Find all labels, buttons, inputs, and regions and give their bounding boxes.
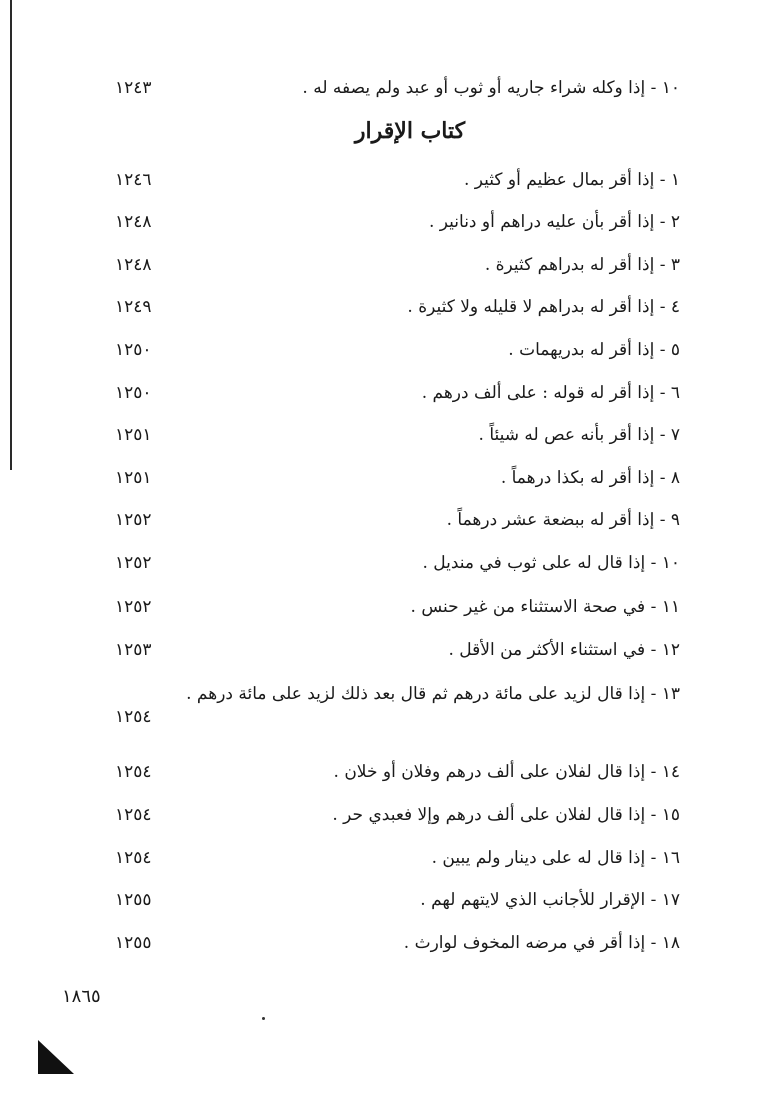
entry-title: ٦ - إذا أقر له قوله : على ألف درهم . xyxy=(421,383,680,403)
entry-page-number: ١٢٥٣ xyxy=(115,640,152,660)
entry-page-number: ١٢٥١ xyxy=(115,468,152,488)
entry-page-number: ١٢٥١ xyxy=(115,425,152,445)
entry-page-number: ١٢٥٢ xyxy=(115,597,152,617)
entry-title: ١٨ - إذا أقر في مرضه المخوف لوارث . xyxy=(403,933,680,953)
entry-page-number: ١٢٥٢ xyxy=(115,553,152,573)
entry-title: ١٧ - الإقرار للأجانب الذي لايتهم لهم . xyxy=(420,890,680,910)
entry-title: ١٥ - إذا قال لفلان على ألف درهم وإلا فعبدي حر . xyxy=(332,805,680,825)
entry-title: ١٠ - إذا وكله شراء جاريه أو ثوب أو عبد ولم يصفه له . xyxy=(302,78,680,98)
entry-title: ٣ - إذا أقر له بدراهم كثيرة . xyxy=(484,255,680,275)
entry-page-number: ١٢٤٨ xyxy=(115,212,152,232)
entry-page-number: ١٢٥٤ xyxy=(115,848,152,868)
entry-page-number: ١٢٥٠ xyxy=(115,340,152,360)
entry-title: ١٢ - في استثناء الأكثر من الأقل . xyxy=(448,640,680,660)
entry-page-number: ١٢٥٥ xyxy=(115,933,152,953)
entry-title: ٨ - إذا أقر له بكذا درهماً . xyxy=(500,468,680,488)
entry-page-number: ١٢٥٤ xyxy=(115,805,152,825)
entry-title: ٧ - إذا أقر بأنه عص له شيئاً . xyxy=(478,425,680,445)
entry-title: ١١ - في صحة الاستثناء من غير حنس . xyxy=(410,597,680,617)
entry-title: ١ - إذا أقر بمال عظيم أو كثير . xyxy=(463,170,680,190)
entry-title: ٩ - إذا أقر له ببضعة عشر درهماً . xyxy=(446,510,680,530)
margin-rule xyxy=(10,0,12,470)
entry-page-number: ١٢٥٥ xyxy=(115,890,152,910)
entry-page-number: ١٢٤٩ xyxy=(115,297,152,317)
section-title: كتاب الإقرار xyxy=(354,118,466,144)
entry-title: ٥ - إذا أقر له بدريهمات . xyxy=(508,340,680,360)
entry-title: ٢ - إذا أقر بأن عليه دراهم أو دنانير . xyxy=(428,212,680,232)
page-folio-number: ١٨٦٥ xyxy=(62,986,101,1007)
speck-mark xyxy=(262,1017,265,1020)
entry-title: ١٦ - إذا قال له على دينار ولم يبين . xyxy=(431,848,680,868)
entry-page-number: ١٢٤٦ xyxy=(115,170,152,190)
entry-page-number: ١٢٤٨ xyxy=(115,255,152,275)
corner-triangle-mark xyxy=(38,1040,74,1074)
entry-page-number: ١٢٥٤ xyxy=(115,762,152,782)
entry-title: ١٣ - إذا قال لزيد على مائة درهم ثم قال بعد ذلك لزيد على مائة درهم . xyxy=(186,684,680,704)
entry-page-number: ١٢٥٢ xyxy=(115,510,152,530)
entry-title: ١٠ - إذا قال له على ثوب في منديل . xyxy=(422,553,680,573)
entry-page-number: ١٢٥٠ xyxy=(115,383,152,403)
entry-page-number: ١٢٤٣ xyxy=(115,78,152,98)
entry-title: ٤ - إذا أقر له بدراهم لا قليله ولا كثيرة . xyxy=(407,297,680,317)
entry-page-number: ١٢٥٤ xyxy=(115,707,152,727)
entry-title: ١٤ - إذا قال لفلان على ألف درهم وفلان أو خلان . xyxy=(333,762,680,782)
